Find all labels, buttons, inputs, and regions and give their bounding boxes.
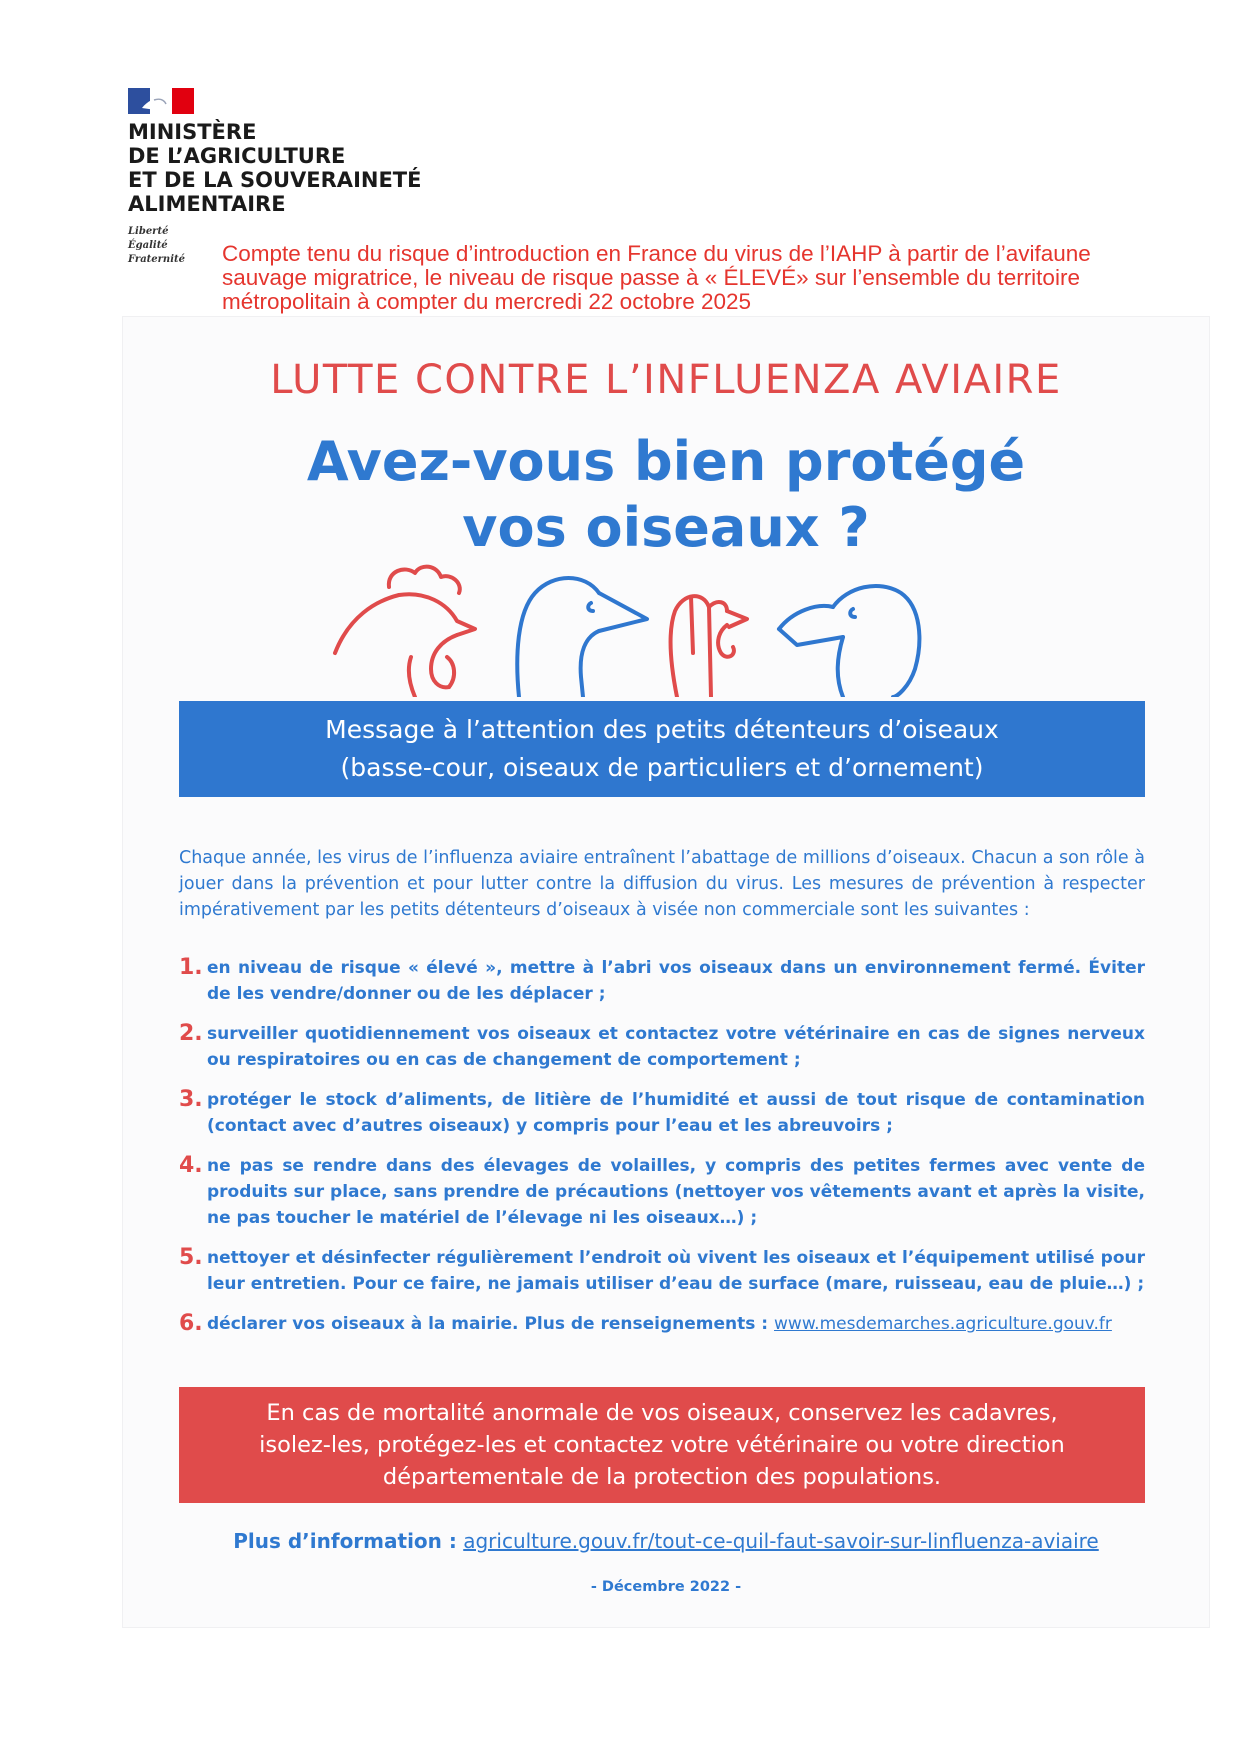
more-info — [123, 1529, 1209, 1553]
ministry-line: DE L’AGRICULTURE — [128, 144, 346, 168]
item-text: surveiller quotidiennement vos oiseaux et contactez votre vétérinaire en cas de signes nerveux ou respiratoires ou en cas de changement de comportement ; — [207, 1024, 1145, 1070]
intro-paragraph: Chaque année, les virus de l’influenza aviaire entraînent l’abattage de millions d’oiseaux. Chacun a son rôle à jouer dans la prévention et pour lutter contre la diffusion du virus. Les mesures de prévention à respecter impérativement par les petits détenteurs d’oiseaux à visée non commerciale sont les suivantes : — [179, 848, 1145, 920]
item-number: 6. — [179, 1311, 203, 1336]
item-text: en niveau de risque « élevé », mettre à l’abri vos oiseaux dans un environnement fermé. Éviter de les vendre/donner ou de les déplacer ; — [207, 958, 1145, 1004]
item-text-with-link — [207, 1311, 1145, 1337]
poster-date: - Décembre 2022 - — [590, 1579, 742, 1595]
item-text: nettoyer et désinfecter régulièrement l’endroit où vivent les oiseaux et l’équipement utilisé pour leur entretien. Pour ce faire, ne jamais utiliser d’eau de surface (mare, ruisseau, eau de pluie…) ; — [207, 1248, 1145, 1294]
poster — [122, 316, 1210, 1628]
birds-illustration — [323, 557, 1003, 697]
republic-motto — [128, 225, 185, 267]
item-number: 5. — [179, 1245, 203, 1270]
warning-line: isolez-les, protégez-les et contactez votre vétérinaire ou votre direction — [259, 1432, 1065, 1458]
ministry-name — [128, 120, 548, 216]
list-item — [179, 1311, 1145, 1337]
risk-alert-notice: Compte tenu du risque d’introduction en France du virus de l’IAHP à partir de l’avifaune sauvage migratrice, le niveau de risque passe à « ÉLEVÉ» sur l’ensemble du territoire métropolitain à compter du mercredi 22 octobre 2025 — [222, 241, 1091, 314]
headline-line: Avez-vous bien protégé — [306, 430, 1026, 493]
item-number: 4. — [179, 1153, 203, 1178]
list-item — [179, 1087, 1145, 1139]
motto-line: Liberté — [128, 226, 169, 237]
warning-line: En cas de mortalité anormale de vos oiseaux, conservez les cadavres, — [266, 1400, 1058, 1426]
list-item — [179, 1153, 1145, 1231]
poster-headline — [123, 429, 1209, 561]
item-number: 3. — [179, 1087, 203, 1112]
prevention-measures-list — [179, 955, 1145, 1351]
poster-kicker: LUTTE CONTRE L’INFLUENZA AVIAIRE — [270, 357, 1062, 403]
motto-line: Égalité — [128, 240, 168, 251]
headline-line: vos oiseaux ? — [462, 496, 870, 559]
ministry-line: MINISTÈRE — [128, 120, 257, 144]
turkey-icon — [671, 596, 747, 697]
list-item — [179, 1021, 1145, 1073]
influenza-info-link[interactable]: agriculture.gouv.fr/tout-ce-quil-faut-savoir-sur-linfluenza-aviaire — [463, 1529, 1099, 1553]
marianne-flag-logo — [128, 88, 194, 114]
list-item — [179, 955, 1145, 1007]
motto-line: Fraternité — [128, 254, 185, 265]
mortality-warning-box — [179, 1387, 1145, 1503]
item-number: 1. — [179, 955, 203, 980]
banner-line: Message à l’attention des petits détenteurs d’oiseaux — [325, 715, 999, 744]
more-info-label: Plus d’information : — [233, 1529, 457, 1553]
item-text: déclarer vos oiseaux à la mairie. Plus de renseignements : — [207, 1314, 769, 1334]
target-audience-banner — [179, 701, 1145, 797]
warning-line: départementale de la protection des populations. — [382, 1464, 942, 1490]
rooster-icon — [335, 567, 475, 697]
duck-icon — [779, 586, 919, 697]
ministry-line: ET DE LA SOUVERAINETÉ — [128, 168, 422, 192]
list-item — [179, 1245, 1145, 1297]
mesdemarches-link[interactable]: www.mesdemarches.agriculture.gouv.fr — [774, 1314, 1112, 1334]
item-text: ne pas se rendre dans des élevages de volailles, y compris des petites fermes avec vente de produits sur place, sans prendre de précautions (nettoyer vos vêtements avant et après la visite, ne pas toucher le matériel de l’élevage ni les oiseaux…) ; — [207, 1156, 1145, 1228]
item-text: protéger le stock d’aliments, de litière de l’humidité et aussi de tout risque de contamination (contact avec d’autres oiseaux) y compris pour l’eau et les abreuvoirs ; — [207, 1090, 1145, 1136]
banner-line: (basse-cour, oiseaux de particuliers et d’ornement) — [340, 753, 984, 782]
goose-icon — [517, 578, 647, 697]
item-number: 2. — [179, 1021, 203, 1046]
ministry-line: ALIMENTAIRE — [128, 192, 286, 216]
